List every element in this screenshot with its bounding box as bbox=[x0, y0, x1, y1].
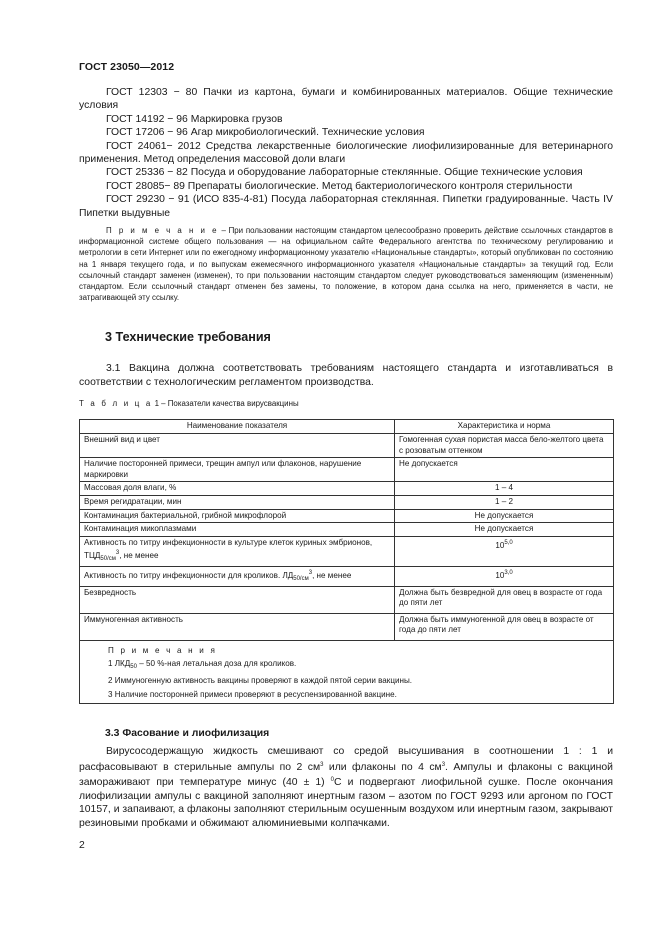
cell-name: Безвредность bbox=[80, 586, 395, 613]
activity-rabbit-text: Активность по титру инфекционности для кроликов. ЛД bbox=[84, 570, 294, 580]
note-item: 3 Наличие посторонней примеси проверяют в ресуспензированной вакцине. bbox=[108, 689, 397, 699]
reference-item: ГОСТ 28085− 89 Препараты биологические. Метод бактериологического контроля стерильности bbox=[106, 180, 573, 192]
page-number: 2 bbox=[79, 840, 85, 851]
cell-value: Не допускается bbox=[395, 458, 614, 482]
cell-name: Массовая доля влаги, % bbox=[80, 482, 395, 496]
column-header-value: Характеристика и норма bbox=[395, 420, 614, 434]
reference-item: ГОСТ 29230 − 91 (ИСО 835-4-81) Посуда лабораторная стеклянная. Пипетки градуированные. Часть IV Пипетки выдувные bbox=[79, 194, 613, 219]
p33-part-c: . Ампулы и флаконы с вакциной замораживают при температуре минус (40 ± 1) bbox=[79, 761, 613, 788]
table-caption-text: 1 – Показатели качества вирусвакцины bbox=[152, 399, 299, 408]
note-1-subscript: 50 bbox=[130, 663, 137, 670]
table-row bbox=[80, 523, 614, 537]
table-row bbox=[80, 458, 614, 482]
standard-header: ГОСТ 23050—2012 bbox=[79, 61, 175, 73]
titer-base: 10 bbox=[495, 570, 505, 580]
cell-value: 1 – 4 bbox=[395, 482, 614, 496]
cell-value: 1 – 2 bbox=[395, 495, 614, 509]
table-row bbox=[80, 495, 614, 509]
cell-name: Контаминация бактериальной, грибной микрофлорой bbox=[80, 509, 395, 523]
cell-value bbox=[395, 566, 614, 586]
p33-part-d: С и подвергают лиофильной сушке. После окончания лиофилизации ампулы с вакциной заполняют инертным газом – азотом по ГОСТ 9293 или аргоном по ГОСТ 10157, и запаивают, а флаконы заполняют стерильным осушенным воздухом или инертным газом, закрывают резиновыми пробками и обжимают алюминиевыми колпачками. bbox=[79, 777, 613, 829]
activity-cells-unit: 50/см bbox=[100, 556, 116, 563]
cell-value bbox=[395, 536, 614, 566]
cell-name: Контаминация микоплазмами bbox=[80, 523, 395, 537]
note-1-text: 1 ЛКД bbox=[108, 658, 131, 668]
reference-item: ГОСТ 24061− 2012 Средства лекарственные биологические лиофилизированные для ветеринарного применения. Метод определения массовой доли влаги bbox=[79, 140, 613, 166]
table-notes bbox=[80, 640, 614, 704]
paragraph-3-1: 3.1 Вакцина должна соответствовать требованиям настоящего стандарта и изготавливаться в соответствии с технологическим регламентом производства. bbox=[79, 363, 613, 388]
cell-name: Наличие посторонней примеси, трещин ампул или флаконов, нарушение маркировки bbox=[80, 458, 395, 482]
section-heading: 3 Технические требования bbox=[105, 330, 271, 344]
titer-base: 10 bbox=[495, 540, 505, 550]
activity-cells-text: Активность по титру инфекционности в культуре клеток куриных эмбрионов, ТЦД bbox=[84, 537, 373, 561]
reference-item: ГОСТ 17206 − 96 Агар микробиологический. Технические условия bbox=[106, 127, 425, 139]
reference-item: ГОСТ 14192 − 96 Маркировка грузов bbox=[106, 113, 283, 125]
quality-table bbox=[79, 419, 614, 704]
note-item bbox=[108, 657, 609, 674]
reference-item: ГОСТ 25336 − 82 Посуда и оборудование лабораторные стеклянные. Общие технические условия bbox=[106, 167, 583, 179]
table-row bbox=[80, 434, 614, 458]
note-1-tail: – 50 %-ная летальная доза для кроликов. bbox=[136, 658, 297, 668]
table-row bbox=[80, 566, 614, 586]
cell-name: Иммуногенная активность bbox=[80, 613, 395, 640]
paragraph-3-3 bbox=[79, 745, 613, 830]
note-text: – При пользовании настоящим стандартом целесообразно проверить действие ссылочных стандартов в информационной системе общего пользования — на официальном сайте Федерального агентства по техническому регулированию и метрологии в сети Интернет или по ежегодному информационному указателю «Национальные стандарты», который опубликован по состоянию на 1 января текущего года, и по выпускам ежемесячного информационного указателя «Национальные стандарты» за текущий год. Если ссылочный стандарт заменен (изменен), то при пользовании настоящим стандартом следует руководствоваться заменяющим (измененным) стандартом. Если ссылочный стандарт отменен без замены, то положение, в котором дана ссылка на него, применяется в части, не затрагивающей эту ссылку. bbox=[79, 226, 613, 303]
cell-name bbox=[80, 536, 395, 566]
column-header-name: Наименование показателя bbox=[80, 420, 395, 434]
normative-references bbox=[79, 86, 613, 220]
activity-cells-tail: , не менее bbox=[119, 551, 159, 561]
note-item: 2 Иммуногенную активность вакцины проверяют в каждой пятой серии вакцины. bbox=[108, 676, 413, 686]
p33-part-a: Вирусосодержащую жидкость смешивают со средой высушивания в соотношении 1 : 1 и расфасовывают в стерильные ампулы по 2 см bbox=[79, 746, 613, 773]
table-row bbox=[80, 586, 614, 613]
p33-part-b: или флаконы по 4 см bbox=[323, 761, 442, 773]
activity-rabbit-unit: 50/см bbox=[293, 575, 309, 582]
activity-cells-unit-power: 3 bbox=[115, 550, 120, 557]
table-row bbox=[80, 613, 614, 640]
table-notes-row bbox=[80, 640, 614, 704]
table-row bbox=[80, 509, 614, 523]
p33-sup-1: 3 bbox=[320, 761, 324, 768]
subsection-heading: 3.3 Фасование и лиофилизация bbox=[105, 728, 270, 739]
table-row bbox=[80, 536, 614, 566]
reference-note bbox=[79, 225, 613, 303]
cell-value: Должна быть безвредной для овец в возрасте от года до пяти лет bbox=[395, 586, 614, 613]
table-caption-label: Т а б л и ц а bbox=[79, 399, 153, 408]
activity-rabbit-unit-power: 3 bbox=[308, 569, 313, 576]
cell-value: Гомогенная сухая пористая масса бело-желтого цвета с розоватым оттенком bbox=[395, 434, 614, 458]
table-caption bbox=[79, 399, 299, 408]
reference-item: ГОСТ 12303 − 80 Пачки из картона, бумаги и комбинированных материалов. Общие технические условия bbox=[79, 87, 613, 112]
table-header-row bbox=[80, 420, 614, 434]
cell-value: Не допускается bbox=[395, 509, 614, 523]
table-row bbox=[80, 482, 614, 496]
cell-name bbox=[80, 566, 395, 586]
titer-exponent: 5,0 bbox=[504, 539, 513, 546]
titer-exponent: 3,0 bbox=[504, 569, 513, 576]
cell-value: Не допускается bbox=[395, 523, 614, 537]
cell-value: Должна быть иммуногенной для овец в возрасте от года до пяти лет bbox=[395, 613, 614, 640]
activity-rabbit-tail: , не менее bbox=[312, 570, 352, 580]
notes-label: П р и м е ч а н и я bbox=[108, 645, 218, 655]
note-label: П р и м е ч а н и е bbox=[106, 226, 219, 235]
cell-name: Внешний вид и цвет bbox=[80, 434, 395, 458]
p33-sup-2: 3 bbox=[441, 761, 446, 768]
cell-name: Время регидратации, мин bbox=[80, 495, 395, 509]
p33-sup-3: 0 bbox=[330, 777, 334, 783]
